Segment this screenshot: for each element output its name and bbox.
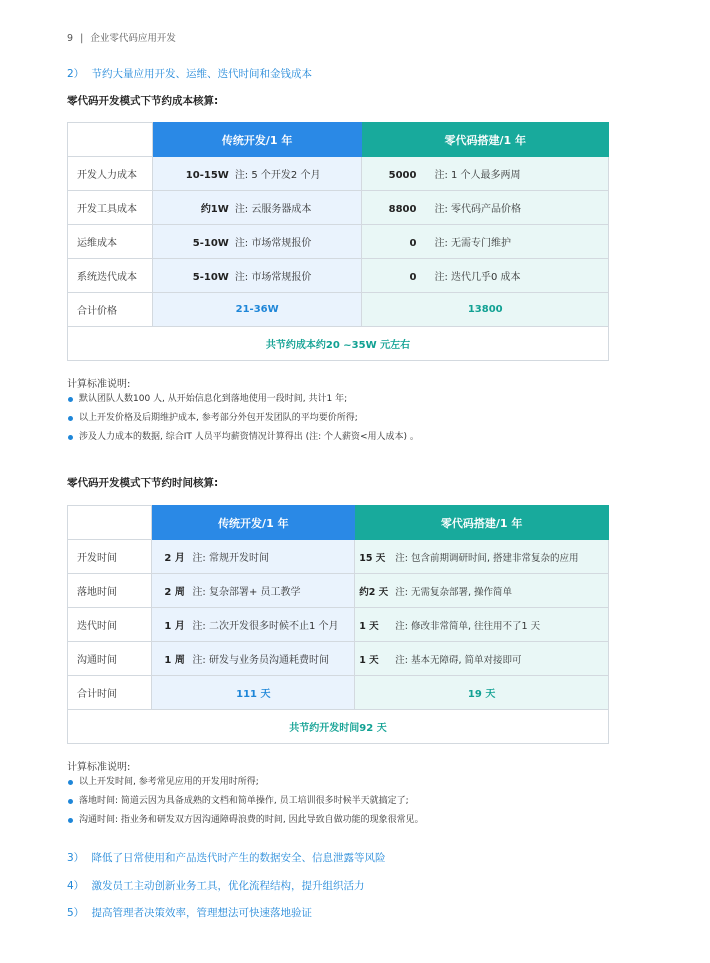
row-label: 运维成本	[68, 225, 153, 259]
table-row	[68, 157, 609, 191]
time-table-header-row	[68, 506, 609, 540]
total-row	[68, 676, 609, 710]
list-item	[67, 392, 419, 411]
total-zero-code: 19 天	[355, 676, 609, 710]
row-label: 迭代时间	[68, 608, 152, 642]
point-number: 3）	[67, 852, 85, 864]
traditional-cell	[152, 540, 355, 574]
header-separator: |	[80, 33, 84, 44]
list-item	[67, 813, 424, 832]
cell-value: 10-15W	[185, 170, 229, 181]
zero-code-cell	[362, 259, 609, 293]
note-text: 落地时间: 简道云因为具备成熟的文档和简单操作, 员工培训很多时候半天就搞定了;	[79, 796, 409, 806]
point-number: 5）	[67, 907, 85, 919]
time-notes-list	[67, 775, 424, 832]
cell-note: 注: 零代码产品价格	[434, 204, 522, 215]
cell-value: 0	[409, 238, 417, 249]
list-item	[67, 430, 419, 449]
list-item	[67, 775, 424, 794]
traditional-cell	[152, 225, 362, 259]
traditional-cell	[152, 157, 362, 191]
row-label: 开发工具成本	[68, 191, 153, 225]
zero-code-cell	[355, 642, 609, 676]
document-title: 企业零代码应用开发	[90, 33, 176, 44]
header-blank-cell	[68, 123, 153, 157]
cell-value: 1 天	[359, 620, 379, 632]
row-label: 开发时间	[68, 540, 152, 574]
cost-header-traditional: 传统开发/1 年	[152, 123, 362, 157]
time-table	[67, 505, 609, 744]
cell-note: 注: 5 个开发2 个月	[234, 170, 321, 181]
point-5	[67, 905, 312, 920]
cell-value: 2 周	[164, 587, 185, 598]
point-number: 4）	[67, 880, 85, 892]
cell-note: 注: 无需复杂部署, 操作简单	[395, 586, 513, 598]
cost-table-title: 零代码开发模式下节约成本核算:	[67, 95, 219, 107]
cell-value: 0	[409, 272, 417, 283]
saving-summary: 共节约开发时间92 天	[68, 710, 609, 744]
saving-summary: 共节约成本约20 ~35W 元左右	[68, 327, 609, 361]
cost-notes-list	[67, 392, 419, 449]
cell-value: 1 月	[164, 621, 185, 632]
cell-value: 5000	[388, 170, 417, 181]
cell-value: 约2 天	[359, 586, 389, 598]
cell-note: 注: 复杂部署+ 员工教学	[192, 587, 301, 598]
point-text: 降低了日常使用和产品迭代时产生的数据安全、信息泄露等风险	[91, 852, 386, 864]
zero-code-cell	[362, 157, 609, 191]
time-table-title: 零代码开发模式下节约时间核算:	[67, 477, 219, 489]
row-label: 系统迭代成本	[68, 259, 153, 293]
header-blank-cell	[68, 506, 152, 540]
zero-code-cell	[362, 225, 609, 259]
cell-note: 注: 基本无障碍, 简单对接即可	[395, 654, 522, 666]
cell-value: 1 天	[359, 654, 379, 666]
table-row	[68, 540, 609, 574]
traditional-cell	[152, 574, 355, 608]
point-4	[67, 878, 365, 893]
table-row	[68, 225, 609, 259]
cell-value: 15 天	[359, 552, 386, 564]
cell-note: 注: 市场常规报价	[234, 238, 312, 249]
table-row	[68, 574, 609, 608]
bullet-icon	[68, 416, 73, 421]
table-row	[68, 608, 609, 642]
zero-code-cell	[355, 608, 609, 642]
cell-note: 注: 研发与业务员沟通耗费时间	[192, 655, 329, 666]
total-label: 合计时间	[68, 676, 152, 710]
bullet-icon	[68, 435, 73, 440]
note-text: 涉及人力成本的数据, 综合IT 人员平均薪资情况计算得出 (注: 个人薪资<用人成本) 。	[79, 432, 419, 442]
zero-code-cell	[355, 540, 609, 574]
time-notes-title: 计算标准说明:	[67, 762, 131, 773]
cell-value: 5-10W	[192, 272, 229, 283]
cell-note: 注: 包含前期调研时间, 搭建非常复杂的应用	[395, 552, 579, 564]
traditional-cell	[152, 259, 362, 293]
traditional-cell	[152, 191, 362, 225]
zero-code-cell	[355, 574, 609, 608]
cell-note: 注: 修改非常简单, 往往用不了1 天	[395, 620, 541, 632]
section-2-heading	[67, 66, 312, 81]
point-text: 提高管理者决策效率，管理想法可快速落地验证	[91, 907, 313, 919]
total-label: 合计价格	[68, 293, 153, 327]
zero-code-cell	[362, 191, 609, 225]
cell-value: 1 周	[164, 655, 185, 666]
bullet-icon	[68, 799, 73, 804]
bullet-icon	[68, 818, 73, 823]
cost-table	[67, 122, 609, 361]
cost-table-header-row	[68, 123, 609, 157]
page-number: 9	[67, 33, 74, 44]
bullet-icon	[68, 780, 73, 785]
note-text: 以上开发价格及后期维护成本, 参考部分外包开发团队的平均要价所得;	[79, 413, 358, 423]
total-traditional: 111 天	[152, 676, 355, 710]
list-item	[67, 794, 424, 813]
row-label: 开发人力成本	[68, 157, 153, 191]
cell-value: 约1W	[200, 204, 229, 215]
cell-note: 注: 二次开发很多时候不止1 个月	[192, 621, 339, 632]
table-row	[68, 259, 609, 293]
table-row	[68, 642, 609, 676]
cell-note: 注: 1 个人最多两周	[434, 170, 521, 181]
cell-note: 注: 无需专门维护	[434, 238, 512, 249]
cell-note: 注: 云服务器成本	[234, 204, 312, 215]
cost-header-zero-code: 零代码搭建/1 年	[362, 123, 609, 157]
point-text: 激发员工主动创新业务工具，优化流程结构，提升组织活力	[91, 880, 365, 892]
total-zero-code: 13800	[362, 293, 609, 327]
total-traditional: 21-36W	[152, 293, 362, 327]
saving-row	[68, 327, 609, 361]
time-header-zero-code: 零代码搭建/1 年	[355, 506, 609, 540]
traditional-cell	[152, 642, 355, 676]
cell-note: 注: 常规开发时间	[192, 553, 269, 564]
bullet-icon	[68, 397, 73, 402]
cell-value: 2 月	[164, 553, 185, 564]
cell-note: 注: 市场常规报价	[234, 272, 312, 283]
saving-row	[68, 710, 609, 744]
cell-value: 5-10W	[192, 238, 229, 249]
table-row	[68, 191, 609, 225]
row-label: 沟通时间	[68, 642, 152, 676]
cell-value: 8800	[388, 204, 417, 215]
traditional-cell	[152, 608, 355, 642]
cell-note: 注: 迭代几乎0 成本	[434, 272, 521, 283]
note-text: 以上开发时间, 参考常见应用的开发用时所得;	[79, 777, 259, 787]
note-text: 沟通时间: 指业务和研发双方因沟通障碍浪费的时间, 因此导致自做功能的现象很常见。	[79, 815, 424, 825]
row-label: 落地时间	[68, 574, 152, 608]
section-2-number: 2）	[67, 68, 85, 80]
list-item	[67, 411, 419, 430]
page-header	[67, 30, 176, 44]
total-row	[68, 293, 609, 327]
time-header-traditional: 传统开发/1 年	[152, 506, 355, 540]
point-3	[67, 850, 386, 865]
cost-notes-title: 计算标准说明:	[67, 379, 131, 390]
note-text: 默认团队人数100 人, 从开始信息化到落地使用一段时间, 共计1 年;	[79, 394, 348, 404]
section-2-title: 节约大量应用开发、运维、迭代时间和金钱成本	[91, 68, 313, 80]
